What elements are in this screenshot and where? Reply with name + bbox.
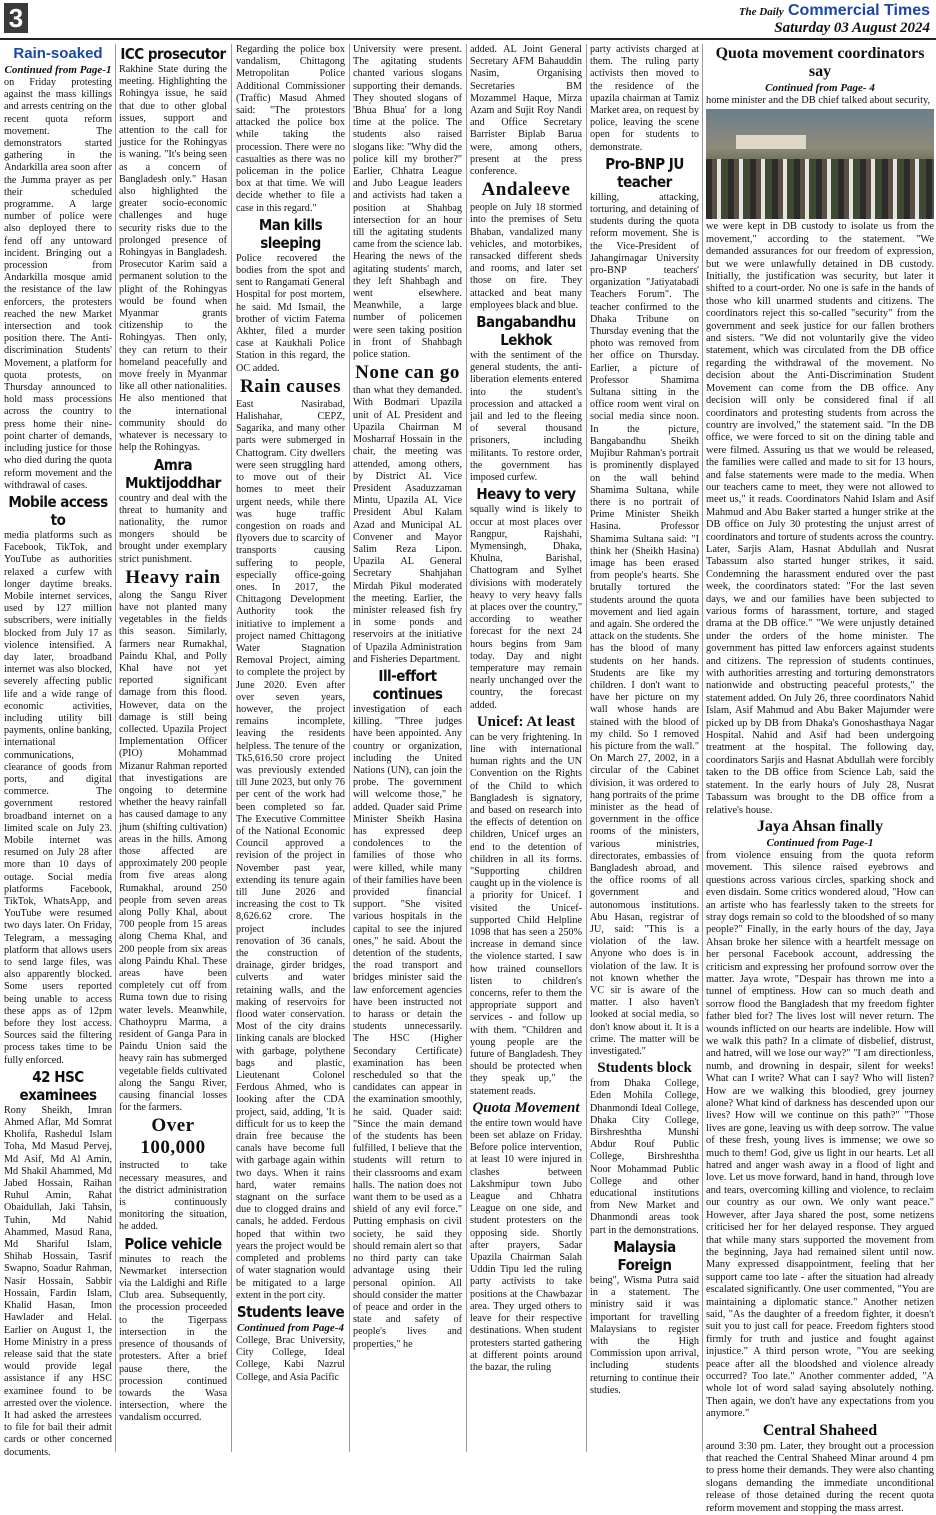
article-text: Rony Sheikh, Imran Ahmed Aflar, Md Somrat Kholifa, Rashedul Islam Toha, Md Masud Pervej, Md Asif, Md Al Amin, Md Shakil Ahammed, Md Jabed Hossain, Raihan Ruhul Amin, Rahat Obaidullah, Jaki Tahsin, Tuhin, Md Nahid Ahammed, Masud Rana, Md Shariful Islam, Shihab Hossain, Tasrif Swapno, Soadur Rahman, Nasir Hossain, Sabbir Hossain, Fardin Islam, Khalid Hasan, Imon Hawlader and Helal. Earlier on August 1, the Home Ministry in a press release said that the state would provide legal assistance if any HSC examinee found to be arrested over the violence. It had asked the arrestees to file for bail their admit cards or other concerned documents. [4,1104,112,1458]
column-3 [234,44,347,1452]
headline: Heavy to very [476,485,576,504]
issue-date: Saturday 03 August 2024 [774,20,930,36]
article-text: on Friday protesting against the mass killings and arrests centring on the recent quota reform movement. The demonstrators started gathering in the Andarkilla area soon after the Jumma prayer as per their scheduled programme. A large number of police were also deployed there to fend off any untoward incident. Bringing out a procession from Andarkilla mosque amid the resistance of the law enforcers, the protesters reached the new Market intersection and took position there. The Anti-discrimination Students' Movement, a platform for quota protests, on Thursday announced to hold mass processions across the country to press home their nine-point charter of demands, including justice for those who died during the quota reform movement and the withdrawal of cases. [4,77,112,491]
headline: Rain-soaked [13,45,103,62]
article-text: party activists charged at them. The ruling party activists then moved to the residence of the upazila chairman at Tamiz Market area, on request by police, leaving the scene open for students to demonstrate. [590,44,699,153]
continued-note: Continued from Page-1 [766,836,874,849]
continued-note: Continued from Page- 4 [765,82,875,94]
headline: Amra Muktijoddhar [125,455,221,492]
headline: Quota Movement [472,1099,580,1116]
headline: None can go [355,362,460,384]
article-text: Rakhine State during the meeting. Highlighting the Rohingya issue, he said that due to other global issues, support and attention to the call for justice for the Rohingyas is waning. "It's being seen as a concern of Bangladesh only." Hasan also highlighted the greater socio-economic challenges and huge security risks due to the prolonged presence of Rohingyas in Bangladesh. Prosecutor Karim said a permanent solution to the plight of the Rohingyas would be found when Myanmar grants citizenship to the Rohingyas. Then only, they can return to their homeland peacefully and move freely in Myanmar like all other nationalities. He also mentioned that the international community should do whatever is necessary to help the Rohingyas. [119,64,227,454]
photo-banner [736,135,806,149]
masthead [0,0,936,40]
article-text: East Nasirabad, Halishahar, CEPZ, Sagarika, and many other parts were submerged in Chattogram. City dwellers were seen struggling hard to move out of their homes to meet their urgent needs, while there was huge traffic congestion on roads and flyovers due to scarcity of transports causing suffering to people, especially office-going ones. In 2017, the Chittagong Development Authority took the initiative to implement a project named Chittagong Water Stagnation Removal Project, aiming to complete the project by June 2020. Even after over seven years, however, the project remains incomplete, leaving the residents helpless. The tenure of the Tk5,616.50 crore project was previously extended till June 2023, but only 76 per cent of the work had been completed so far. The Executive Committee of the National Economic Council approved a revision of the project in November past year, extending its tenure again till June 2026 and increasing the cost to Tk 8,626.62 crore. The project includes renovation of 36 canals, the construction of drainage, girder bridges, culverts and water retaining walls, and the making of reservoirs for flood water conservation. Most of the city drains linking canals are blocked with garbage, polythene bags and plastic, Lieutenant Colonel Ferdous Ahmed, who is looking after the CDA project, said, adding, 'It is difficult for us to keep the drain free because the canals have become full with garbage again within two days. When it rains hard, water remains stagnant on the surface due to clogged drains and canals, he added. Ferdous hoped that within two years the project would be completed and problems of water stagnation would be mitigated to a large extent in the port city. [236,398,345,1301]
article-text: Police recovered the bodies from the spot and sent to Rangamati General Hospital for post mortem, he said. Md Ismail, the brother of victim Fatema Akhter, filed a murder case at Kaukhali Police Station in this regard, the OC added. [236,252,345,374]
brand-name: Commercial Times [788,2,930,19]
article-text: Regarding the police box vandalism, Chittagong Metropolitan Police Additional Commissioner (Traffic) Masud Ahmed said: "The protestors attacked the police box while taking the procession. There were no casualties as there was no policeman in the police box at that time. We will decide whether to file a case in this regard." [236,44,345,214]
column-rule [466,44,467,1452]
article-text: squally wind is likely to occur at most places over Rangpur, Rajshahi, Mymensingh, Dhaka, Khulna, Barishal, Chattogram and Sylhet divisions with moderately heavy to very heavy falls at places over the country," according to weather forecast for the next 24 hours begins from 9am today. Day and night temperature may remain nearly unchanged over the country, the forecast added. [470,504,582,711]
article-text: minutes to reach the Newmarket intersection via the Laldighi and Rifle Club area. Subsequently, the procession proceeded to the Tigerpass intersection in the presence of thousands of protesters. After a brief pause there, the procession continued towards the Wasa intersection, where the vandalism occurred. [119,1253,227,1424]
brand-prefix: The Daily [738,6,784,18]
headline: Jaya Ahsan finally [756,817,884,835]
headline: Police vehicle [124,1234,222,1253]
article-text: media platforms such as Facebook, TikTok, and YouTube as authorities relaxed a curfew with longer daytime breaks. Mobile internet services, used by 127 million subscribers, were initially blocked from July 17 as violence intensified. A day later, broadband internet was also blocked, severely affecting public life and a wide range of economic activities, including utility bill payments, online banking, international communications, clearance of goods from ports, and digital commerce. The government restored broadband internet on a limited scale on July 23. Mobile internet was resumed on July 28 after more than 10 days of outage. Social media platforms Facebook, TikTok, WhatsApp, and YouTube were resumed two days later. On Friday, Telegram, a messaging platform that allows users to send large files, was also apparently blocked. Some users reported being unable to access these apps as of 12pm before they lost access. Sources said the filtering process takes time to be fully enforced. [4,529,112,1066]
column-2 [117,44,229,1452]
article-text: can be very frightening. In line with international human rights and the UN Convention on the Rights of the Child to which Bangladesh is signatory, and based on research into the effects of detention on children, Unicef urges an end to the detention of children in all its forms. "Supporting children caught up in the violence is a priority for Unicef. I visited the Unicef-supported Child Helpline 1098 that has seen a 250% increase in demand since the violence started. I saw how trained counsellors listen to children's concerns, refer to them the appropriate support and services - and follow up with them. "Children and young people are the future of Bangladesh. They should be protected when they speak up," the statement reads. [470,731,582,1097]
article-text: being", Wisma Putra said in a statement. The ministry said it was important for travelling Malaysians to register with the High Commission upon arrival, including students returning to continue their studies. [590,1274,699,1396]
headline: Ill-effort continues [372,666,443,703]
headline: 42 HSC examinees [19,1067,97,1104]
article-text: with the sentiment of the general students, the anti-liberation elements entered into the student's procession and attacked a jail and led to the fleeing of several thousand prisoners, including militants. To restore order, the government has imposed curfew. [470,350,582,484]
protest-photo [706,109,934,219]
page-number: 3 [4,3,28,33]
article-text: from Dhaka College, Eden Mohila College, Dhanmondi Ideal College, Dhaka City College, Birshreshtha Munshi Abdur Rouf Public College, Birshreshtha Noor Mohammad Public College and other educational institutions from New Market and Dhanmondi areas took part in the demonstrations. [590,1078,699,1236]
headline: Students leave [236,1302,345,1321]
column-5 [468,44,584,1452]
headline: Pro-BNP JU teacher [605,154,684,191]
article-text: the entire town would have been set ablaze on Friday. Before police intervention, at least 10 were injured in clashes between Lakshmipur town Jubo League and Chhatra League on one side, and student protesters on the opposing side. Shortly after prayers, Sadar Upazila Chairman Salah Uddin Tipu led the ruling party activists to take positions at the Chawbazar area. They urged others to leave for their respective destinations. When student protesters started gathering at different points around the bazar, the ruling [470,1117,582,1373]
headline: Man kills sleeping [258,215,323,252]
headline: Central Shaheed [762,1421,878,1439]
article-text: home minister and the DB chief talked about security, [706,95,931,106]
article-text: killing, attacking, torturing, and detaining of students during the quota reform movement. She is the Vice-President of Jahangirnagar University pro-BNP teachers' organization "Jatiyatabadi Teachers Forum". The teacher confirmed to the Dhaka Tribune on Thursday evening that the photo was removed from her office on Thursday. Earlier, a picture of Professor Shamima Sultana sitting in the office room went viral on social media since noon. In the picture, Bangabandhu Sheikh Mujibur Rahman's portrait is prominently displayed on the wall behind Shamima Sultana, while there is no portrait of Prime Minister Sheikh Hasina. Professor Shamima Sultana said: "I think her (Sheikh Hasina) image has been erased from people's hearts. She brutally tortured the students around the quota movement and lied again and again. She ordered the attack on the students. She has the blood of many students on her hands. Students are like my children. I don't want to have her picture on my wall whose hands are stained with the blood of my child. So I removed his picture from the wall." On March 27, 2002, in a circular of the Cabinet division, it was ordered to hang portraits of the prime minister as the head of government in the office rooms of the ministers, various ministries, directorates, embassies of Bangladesh abroad, and the office rooms of all government and autonomous institutions. Abu Hasan, registrar of JU, said: "This is a violation of the law. Anyone who does is in violation of the law. It is not known whether the VC sir is aware of the matter. I also haven't looked at social media, so don't know about it. It is a crime. The matter will be investigated." [590,191,699,1058]
article-text: University were present. The agitating students chanted various slogans supporting their demands. They shouted slogans of 'Bhua Bhua' for a long time at the police. The students also raised slogans like: "Why did the police kill my brother?" Earlier, Chhatra League and Jubo League leaders and activists had taken a position at Shahbag intersection for an hour till the agitating students came from the science lab. Hearing the news of the agitating students' march, they left Shahbagh and went elsewhere. Meanwhile, a large number of policemen were seen taking position in front of Shahbagh police station. [353,44,462,361]
continued-note: Continued from Page-1 [4,64,112,76]
continued-note: Continued from Page-4 [237,1321,344,1334]
headline: Quota movement coordinators say [715,45,925,80]
headline: Malaysia Foreign [613,1237,676,1274]
article-text: than what they demanded. With Bodmari Upazila unit of AL President and Upazila Chairman M Mosharraf Hossain in the chair, the meeting was attended, among others, by District AL Vice President Asaduzzaman Mintu, Upazila AL Vice President Abul Kalam Azad and Municipal AL Convener and Mayor Salim Reza Lipon. Upazila AL General Secretary Shahjahan Mirdah Pikul moderated the meeting. Earlier, the minister released fish fry in some ponds and reservoirs at the initiative of Upazila Administration and Fisheries Department. [353,385,462,665]
column-7 [704,44,936,1514]
column-4 [351,44,464,1452]
article-text: from violence ensuing from the quota reform movement. This silence raised eyebrows and questions across various circles, sparking shock and even disdain. Some critics wondered aloud, "How can an artiste who has fearlessly taken to the streets for stray dogs remain so cold to the bloodshed of so many people?" Finally, in the early hours of the day, Jaya Ahsan broke her silence with a heartfelt message on her personal Facebook account, addressing the criticism and expressing her profound sorrow over the matter. Jaya wrote, "Despair has thrown me into a tunnel of emptiness. How can so much death and sorrow flood the Bangladesh that my freedom fighter father bled for? The lives lost will never return. The wounds inflicted on our hearts are indelible. How will we walk this path? In a climate of disbelief, distrust, and hatred, will we lose our way?" "I am directionless, numb, and drowning in despair, silent for weeks! What can I write? What can I say? Who will listen? How are we walking this bloodied, grey journey alone? What kind of darkness has descended upon our lives? How will we continue on this path?" "Those lives are gone, leaving us with deep sorrow. The value of these fresh, young lives is immense; we owe so much to them! God, give us light in our hearts. Let all hatred and anger wash away in a flood of light and love. Let us move forward, hand in hand, through love and tears, overcoming killing and violence, to reclaim our country as our own. We only want peace." However, after Jaya shared the post, some netizens criticised her for her delayed response. They argued that while many stars supported the movement from the beginning, Jaya had remained silent until now. Many expressed disappointment, feeling that her support came too late - after the situation had already escalated significantly. One user commented, "You are maintaining a diplomatic stance." Another netizen said, "As the daughter of a freedom fighter, it doesn't suit you to just call for peace. Freedom fighters stood firmly for truth and justice and fought against injustice." A third person wrote, "You are seeking peace after all the bloodshed and violence already occurred? Too late." Another commenter added, "A whole lot of word salad saying absolutely nothing. Then again, we don't have any expectations from you anymore." [706,849,934,1420]
article-text: College, Brac University, City College, Ideal College, Kabi Nazrul College, and Asia Pacific [236,1334,345,1383]
photo-crowd [706,159,934,219]
headline: ICC prosecutor [120,45,226,63]
headline: Rain causes [239,375,342,397]
article-text: investigation of each killing. "Three judges have been appointed. Any country or organization, including the United Nations (UN), can join the probe. The government will welcome those," he added. Quader said Prime Minister Sheikh Hasina has expressed deep condolences to the families of those who were killed, while many of their families have been provided financial support. "She visited various hospitals in the capital to see the injured ones," he said. About the detention of the students, the road transport and bridges minister said the law enforcement agencies have been instructed not to harass or detain the students unnecessarily. The HSC (Higher Secondary Certificate) examination has been rescheduled so that the candidates can appear in the examination smoothly, he said. Quader said: "Since the main demand of the students has been fulfilled, I believe that the students will return to their classrooms and exam halls. The nation does not want them to be used as a shield of any evil force." Putting emphasis on civil society, he said they should remain alert so that no third party can take advantage using their personal opinion. All should consider the matter of peace and order in the state and safety of people's lives and properties," he [353,703,462,1350]
column-6 [588,44,701,1452]
headline: Heavy rain [125,566,221,588]
column-rule [586,44,587,1452]
headline: Bangabandhu Lekhok [476,313,576,350]
article-text: added. AL Joint General Secretary AFM Bahauddin Nasim, Organising Secretaries BM Mozammel Haque, Mirza Azam and Sujit Roy Nandi and Office Secretary Barrister Biplab Barua were, among others, present at the press conference. [470,44,582,178]
newspaper-brand [739,1,930,21]
article-text: country and deal with the threat to humanity and nationality, the rumor mongers should be brought under exemplary strict punishment. [119,492,227,565]
headline: Over 100,000 [140,1115,206,1159]
headline: Andaleeve [481,179,571,201]
article-text: people on July 18 stormed into the premises of Setu Bhaban, vandalized many vehicles, and motorbikes, ransacked different sheds and rooms, and later set those on fire. They attacked and beat many employees black and blue. [470,202,582,311]
article-text: along the Sangu River have not planted many vegetables in the fields this season. Similarly, farmers near Rumakhal, Paindu Khal, and Polly Khal have not yet reported significant damage from this flood. However, data on the damage is still being collected. Upazila Project Implementation Officer (PIO) Mohammad Mizanur Rahman reported that investigations are ongoing to determine whether the heavy rainfall has caused damage to any jhum (shifting cultivation) areas in the hills. Among those affected are approximately 200 people from five areas along Rumakhal, around 250 people from seven areas along Polly Khal, about 700 people from 15 areas along Chema Khal, and 200 people from six areas along Paindu Khal. These areas have been completely cut off from Ruma town due to rising water levels. Meanwhile, Chathoypru Marma, a resident of Ganga Para in Paindu Union said the heavy rain has submerged vegetable fields cultivated along the Sangu River, causing financial losses for the farmers. [119,589,227,1114]
article-text: around 3:30 pm. Later, they brought out a procession that reached the Central Shaheed Minar around 4 pm to press home their demands. They were also chanting slogans demanding the immediate unconditional release of those detained during the recent quota reform movement and stopping the mass arrest. [706,1440,934,1514]
column-1 [2,44,114,1458]
column-rule [115,44,116,1452]
column-rule [702,44,703,1452]
headline: Students block [597,1060,692,1077]
column-rule [231,44,232,1452]
headline: Mobile access to [8,492,108,529]
column-rule [349,44,350,1452]
article-text: instructed to take necessary measures, and the district administration is continuously monitoring the situation, he added. [119,1160,227,1233]
article-text: we were kept in DB custody to isolate us from the movement," according to the statement. "We demanded assurances for our freedom of expression, but we were unlawfully detained in DB custody. Initially, the justification was security, but later it shifted to a court-order. No one is safe in the hands of those who kill unarmed students and citizens. The coordinators reject this so-called "security" from the government and seek justice for our fallen brothers and sisters. "We did not voluntarily give the video statement, which was circulated from the DB office regarding the withdrawal of the movement. No decision about the Anti-Discrimination Student Movement can come from the DB office. Any decision will only be considered final if all coordinators and protesting students from across the country are involved," the statement said. "In the DB office, we were forced to sit on the dining table and were filmed. Assuring us that we would be released, the families were called and made to sit for 13 hours, and false statements were made to the media. When our teachers came to meet, they were not allowed to meet us," it reads. Coordinators Nahid Islam and Asif Mahmud and Abu Baker started a hunger strike at the DB office on July 30 protesting the unjust arrest of coordinators and torture of students across the country. Later, Sarjis Alam, Hasnat Abdullah and Nusrat Tabassum also started hunger strikes, it said. Condemning the harassment endured over the past week, the coordinators stated: "For the last seven days, we and our families have been subjected to various forms of harassment, torture, and staged drama at the DB office." "We were unjustly detained under the orders of the home minister. The government has pitted law enforcers against students and citizens. The repression of students continues, with authorities arresting and torturing demonstrators nationwide and obstructing peaceful protests," the statement added. On July 26, three coordinators Nahid Islam, Asif Mahmud and Abu Baker Majumder were picked up by DB from Dhaka's Gonoshasthaya Nagar Hospital. Nahid and Asif had been undergoing treatment at the hospital. The following day, coordinators Sarjis and Hasnat Abdullah were forcibly taken to the DB office from Science Lab, said the statement. In the early hours of July 28, Nusrat Tabassum was brought to the DB office from a relative's house. [706,221,934,816]
headline: Unicef: At least [476,713,576,730]
